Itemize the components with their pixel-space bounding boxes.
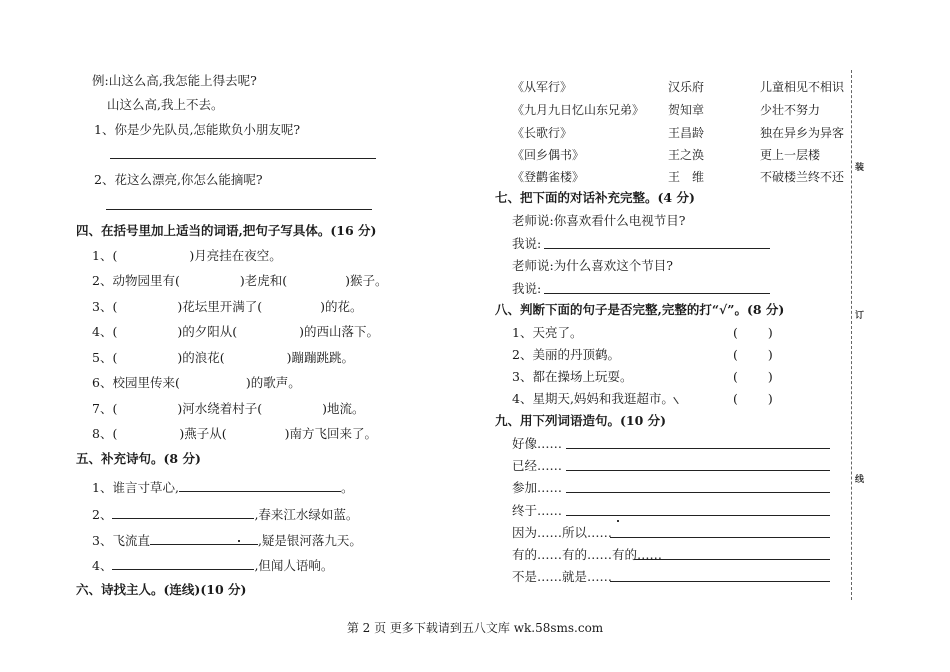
binding-dashed-line	[851, 70, 852, 600]
s9-item-4: 终于……	[512, 503, 563, 518]
s4-item-2	[92, 273, 388, 289]
answer-line-2[interactable]	[106, 209, 372, 210]
scan-speck	[238, 540, 240, 542]
s4-item-1-b: )月亮挂在夜空。	[189, 248, 282, 263]
s5-item-1	[92, 479, 353, 496]
s4-item-5-a: 5、(	[92, 350, 118, 365]
s9-answer-line[interactable]	[566, 470, 830, 471]
s4-item-8-c: )南方飞回来了。	[284, 426, 377, 441]
s8-check-box[interactable]	[733, 325, 773, 341]
s4-item-6-b: )的歌声。	[245, 375, 301, 390]
s9-item-1: 好像……	[512, 436, 563, 451]
poem-title[interactable]: 《九月九日忆山东兄弟》	[512, 103, 645, 117]
paren-close: )	[767, 347, 773, 362]
s9-item-2: 已经……	[512, 458, 563, 473]
s4-item-2-c: )猴子。	[345, 273, 388, 288]
s9-item-5: 因为……所以……	[512, 525, 613, 540]
s7-answer-line-1[interactable]	[544, 248, 770, 249]
example-answer: 山这么高,我上不去。	[107, 97, 224, 112]
s4-item-4	[92, 324, 379, 340]
s5-blank[interactable]	[179, 479, 341, 492]
answer-line-1[interactable]	[110, 158, 376, 159]
section-8-title: 八、判断下面的句子是否完整,完整的打“√”。(8 分)	[495, 302, 785, 317]
paren-open: (	[733, 369, 738, 384]
s4-item-8-b: )燕子从(	[179, 426, 227, 441]
s4-item-7-a: 7、(	[92, 401, 118, 416]
s9-answer-line[interactable]	[566, 492, 830, 493]
section-6-title: 六、诗找主人。(连线)(10 分)	[76, 582, 247, 597]
s4-item-1	[92, 248, 282, 264]
s8-check-box[interactable]	[733, 347, 773, 363]
s9-answer-line[interactable]	[566, 448, 830, 449]
s4-item-4-c: )的西山落下。	[299, 324, 379, 339]
s4-item-2-b: )老虎和(	[239, 273, 288, 288]
s4-item-7-c: )地流。	[322, 401, 365, 416]
s5-item-2	[92, 506, 358, 523]
paren-close: )	[767, 369, 773, 384]
s9-answer-line[interactable]	[610, 581, 830, 582]
s9-answer-line[interactable]	[610, 537, 830, 538]
poem-line[interactable]: 少壮不努力	[760, 103, 821, 117]
s4-item-4-a: 4、(	[92, 324, 118, 339]
s7-me-1: 我说:	[512, 236, 542, 251]
s4-item-6	[92, 375, 301, 391]
s9-item-3: 参加……	[512, 480, 563, 495]
s7-me-2: 我说:	[512, 281, 542, 296]
poem-title[interactable]: 《从军行》	[512, 80, 573, 94]
poem-line[interactable]: 更上一层楼	[760, 148, 821, 162]
s4-item-5-c: )蹦蹦跳跳。	[286, 350, 354, 365]
s4-item-3	[92, 299, 363, 315]
page-footer: 第 2 页 更多下载请到五八文库 wk.58sms.com	[346, 621, 604, 635]
example-question: 例:山这么高,我怎能上得去呢?	[92, 73, 257, 88]
poem-line[interactable]: 不破楼兰终不还	[760, 170, 845, 184]
s4-item-5	[92, 350, 354, 366]
s5-blank[interactable]	[112, 506, 254, 519]
s8-check-box[interactable]	[733, 369, 773, 385]
poem-title[interactable]: 《登鹳雀楼》	[512, 170, 585, 184]
s4-item-8-a: 8、(	[92, 426, 118, 441]
poem-author[interactable]: 王昌龄	[668, 126, 705, 140]
paren-close: )	[767, 325, 773, 340]
s4-item-7-b: )河水绕着村子(	[177, 401, 263, 416]
s4-item-4-b: )的夕阳从(	[177, 324, 238, 339]
s4-item-3-a: 3、(	[92, 299, 118, 314]
poem-line[interactable]: 儿童相见不相识	[760, 80, 845, 94]
s4-item-8	[92, 426, 377, 442]
s7-teacher-1: 老师说:你喜欢看什么电视节目?	[512, 213, 686, 228]
paren-open: (	[733, 325, 738, 340]
s5-item-3-b: ,疑是银河落九天。	[257, 533, 362, 548]
s4-item-1-a: 1、(	[92, 248, 118, 263]
s5-item-2-a: 2、	[92, 507, 113, 522]
binding-label-2: 订	[855, 311, 865, 321]
s5-item-4-a: 4、	[92, 558, 113, 573]
s7-answer-line-2[interactable]	[544, 293, 770, 294]
paren-close: )	[767, 391, 773, 406]
question-1: 1、你是少先队员,怎能欺负小朋友呢?	[94, 122, 301, 137]
s7-teacher-2: 老师说:为什么喜欢这个节目?	[512, 258, 673, 273]
s8-item-4: 4、星期天,妈妈和我逛超市。	[512, 391, 674, 406]
s5-blank[interactable]	[112, 557, 254, 570]
s9-answer-line[interactable]	[566, 515, 830, 516]
poem-author[interactable]: 汉乐府	[668, 80, 705, 94]
scan-speck	[617, 520, 619, 522]
poem-author[interactable]: 王之涣	[668, 148, 705, 162]
section-4-title: 四、在括号里加上适当的词语,把句子写具体。(16 分)	[76, 223, 377, 238]
s5-blank[interactable]	[150, 532, 258, 545]
s4-item-2-a: 2、动物园里有(	[92, 273, 180, 288]
paren-open: (	[733, 391, 738, 406]
section-9-title: 九、用下列词语造句。(10 分)	[495, 413, 667, 428]
s5-item-4	[92, 557, 333, 574]
binding-label-1: 装	[855, 163, 865, 173]
s9-item-6: 有的……有的……有的……	[512, 547, 663, 562]
s5-item-2-b: ,春来江水绿如蓝。	[254, 507, 359, 522]
poem-title[interactable]: 《回乡偶书》	[512, 148, 585, 162]
poem-line[interactable]: 独在异乡为异客	[760, 126, 845, 140]
poem-author[interactable]: 王 维	[668, 170, 705, 184]
s8-item-2: 2、美丽的丹顶鹤。	[512, 347, 620, 362]
section-5-title: 五、补充诗句。(8 分)	[76, 451, 201, 466]
poem-author[interactable]: 贺知章	[668, 103, 705, 117]
s4-item-3-c: )的花。	[320, 299, 363, 314]
s9-item-7: 不是……就是……	[512, 569, 613, 584]
s9-answer-line[interactable]	[634, 559, 830, 560]
s8-item-1: 1、天亮了。	[512, 325, 583, 340]
question-2: 2、花这么漂亮,你怎么能摘呢?	[94, 172, 263, 187]
s4-item-6-a: 6、校园里传来(	[92, 375, 180, 390]
s4-item-5-b: )的浪花(	[177, 350, 225, 365]
scan-speck	[673, 397, 678, 404]
section-7-title: 七、把下面的对话补充完整。(4 分)	[495, 190, 695, 205]
s5-item-1-b: 。	[340, 480, 354, 495]
binding-label-3: 线	[855, 475, 865, 485]
paren-open: (	[733, 347, 738, 362]
s5-item-3-a: 3、飞流直	[92, 533, 150, 548]
s5-item-4-b: ,但闻人语响。	[254, 558, 334, 573]
poem-title[interactable]: 《长歌行》	[512, 126, 573, 140]
s5-item-3	[92, 532, 362, 549]
s8-item-3: 3、都在操场上玩耍。	[512, 369, 633, 384]
s4-item-7	[92, 401, 365, 417]
s5-item-1-a: 1、谁言寸草心,	[92, 480, 179, 495]
s8-check-box[interactable]	[733, 391, 773, 407]
s4-item-3-b: )花坛里开满了(	[177, 299, 263, 314]
